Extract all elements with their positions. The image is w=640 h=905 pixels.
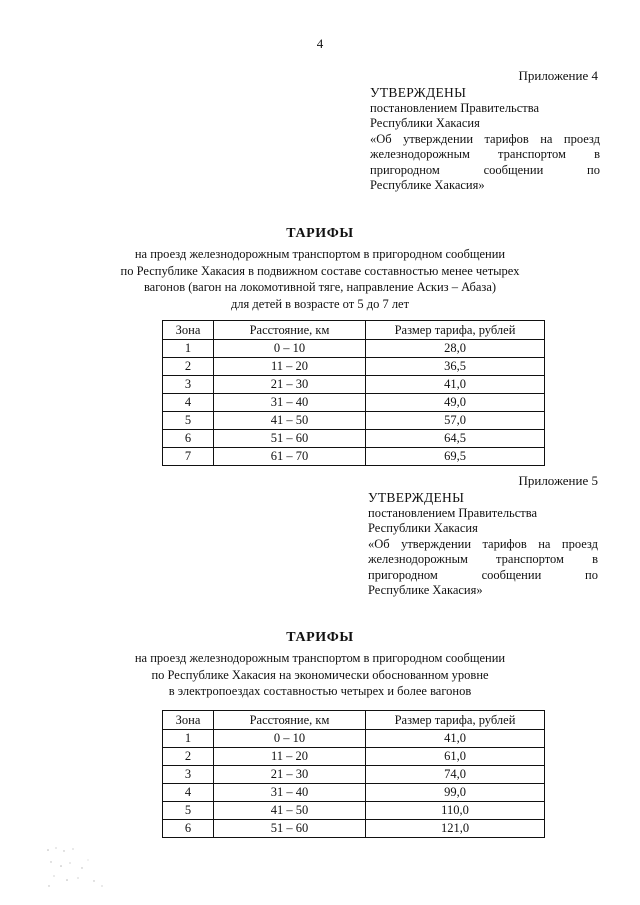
table-row: [163, 448, 545, 466]
zone-cell: 5: [163, 802, 214, 820]
approved-heading: УТВЕРЖДЕНЫ: [370, 85, 467, 100]
table-row: [163, 784, 545, 802]
page-number: 4: [316, 36, 324, 51]
distance-cell: 0 – 10: [214, 730, 366, 748]
table-row: [163, 748, 545, 766]
approval-line: Республики Хакасия: [370, 116, 480, 130]
approval-line: железнодорожным транспортом в: [370, 147, 600, 161]
tariff-cell: 41,0: [366, 730, 545, 748]
tariff-cell: 110,0: [366, 802, 545, 820]
zone-cell: 4: [163, 784, 214, 802]
tariff-heading: ТАРИФЫ: [286, 226, 354, 241]
zone-cell: 7: [163, 448, 214, 466]
column-header-distance: Расстояние, км: [214, 321, 366, 340]
distance-cell: 61 – 70: [214, 448, 366, 466]
zone-cell: 2: [163, 748, 214, 766]
zone-cell: 6: [163, 820, 214, 838]
approved-heading: УТВЕРЖДЕНЫ: [368, 490, 465, 505]
approval-line: постановлением Правительства: [370, 100, 540, 115]
annex-4-label: Приложение 4: [518, 68, 598, 83]
table-row: [163, 358, 545, 376]
distance-cell: 51 – 60: [214, 430, 366, 448]
zone-cell: 1: [163, 340, 214, 358]
table-row: [163, 340, 545, 358]
tariff-description-line: для детей в возрасте от 5 до 7 лет: [230, 296, 410, 311]
tariff-cell: 57,0: [366, 412, 545, 430]
zone-cell: 6: [163, 430, 214, 448]
zone-cell: 1: [163, 730, 214, 748]
table-row: [163, 430, 545, 448]
distance-cell: 11 – 20: [214, 358, 366, 376]
tariff-cell: 64,5: [366, 430, 545, 448]
annex-4-tariff-table: [162, 320, 545, 466]
tariff-cell: 99,0: [366, 784, 545, 802]
table-row: [163, 802, 545, 820]
table-row: [163, 820, 545, 838]
tariff-cell: 49,0: [366, 394, 545, 412]
annex-4-approval-stamp: [370, 85, 600, 194]
distance-cell: 41 – 50: [214, 802, 366, 820]
tariff-cell: 74,0: [366, 766, 545, 784]
distance-cell: 21 – 30: [214, 376, 366, 394]
approval-line: пригородном сообщении по: [368, 567, 598, 582]
zone-cell: 3: [163, 766, 214, 784]
column-header-tariff: Размер тарифа, рублей: [366, 321, 545, 340]
tariff-description-line: на проезд железнодорожным транспортом в пригородном сообщении: [134, 247, 506, 261]
column-header-tariff: Размер тарифа, рублей: [366, 711, 545, 730]
table-row: [163, 394, 545, 412]
column-header-zone: Зона: [163, 321, 214, 340]
tariff-description-line: вагонов (вагон на локомотивной тяге, направление Аскиз – Абаза): [143, 280, 497, 294]
tariff-cell: 41,0: [366, 376, 545, 394]
approval-line: постановлением Правительства: [368, 505, 538, 520]
table-header-row: [163, 711, 545, 730]
tariff-cell: 121,0: [366, 820, 545, 838]
approval-line: Республики Хакасия: [368, 521, 478, 535]
distance-cell: 21 – 30: [214, 766, 366, 784]
tariff-description-line: по Республике Хакасия на экономически обоснованном уровне: [151, 667, 489, 682]
column-header-zone: Зона: [163, 711, 214, 730]
tariff-cell: 36,5: [366, 358, 545, 376]
tariff-description-line: на проезд железнодорожным транспортом в пригородном сообщении: [134, 651, 506, 665]
scan-artifact-image: [42, 842, 122, 892]
tariff-description-line: по Республике Хакасия в подвижном составе составностью менее четырех: [120, 263, 520, 278]
zone-cell: 5: [163, 412, 214, 430]
zone-cell: 3: [163, 376, 214, 394]
annex-5-label: Приложение 5: [518, 473, 598, 488]
approval-line: железнодорожным транспортом в: [368, 552, 598, 566]
distance-cell: 41 – 50: [214, 412, 366, 430]
distance-cell: 51 – 60: [214, 820, 366, 838]
table-row: [163, 376, 545, 394]
zone-cell: 2: [163, 358, 214, 376]
table-row: [163, 412, 545, 430]
approval-line: Республике Хакасия»: [370, 178, 485, 192]
zone-cell: 4: [163, 394, 214, 412]
approval-line: «Об утверждении тарифов на проезд: [370, 131, 600, 146]
table-header-row: [163, 321, 545, 340]
distance-cell: 0 – 10: [214, 340, 366, 358]
annex-5-approval-stamp: [368, 490, 598, 599]
tariff-description-line: в электропоездах составностью четырех и более вагонов: [168, 684, 472, 698]
approval-line: «Об утверждении тарифов на проезд: [368, 536, 598, 551]
distance-cell: 31 – 40: [214, 784, 366, 802]
tariff-heading: ТАРИФЫ: [286, 630, 354, 645]
approval-line: пригородном сообщении по: [370, 162, 600, 177]
tariff-cell: 69,5: [366, 448, 545, 466]
distance-cell: 31 – 40: [214, 394, 366, 412]
table-row: [163, 766, 545, 784]
annex-4-tariff-title-block: [0, 226, 640, 312]
annex-5-tariff-title-block: [0, 630, 640, 700]
approval-line: Республике Хакасия»: [368, 583, 483, 597]
column-header-distance: Расстояние, км: [214, 711, 366, 730]
distance-cell: 11 – 20: [214, 748, 366, 766]
tariff-cell: 28,0: [366, 340, 545, 358]
table-row: [163, 730, 545, 748]
tariff-cell: 61,0: [366, 748, 545, 766]
annex-5-tariff-table: [162, 710, 545, 838]
